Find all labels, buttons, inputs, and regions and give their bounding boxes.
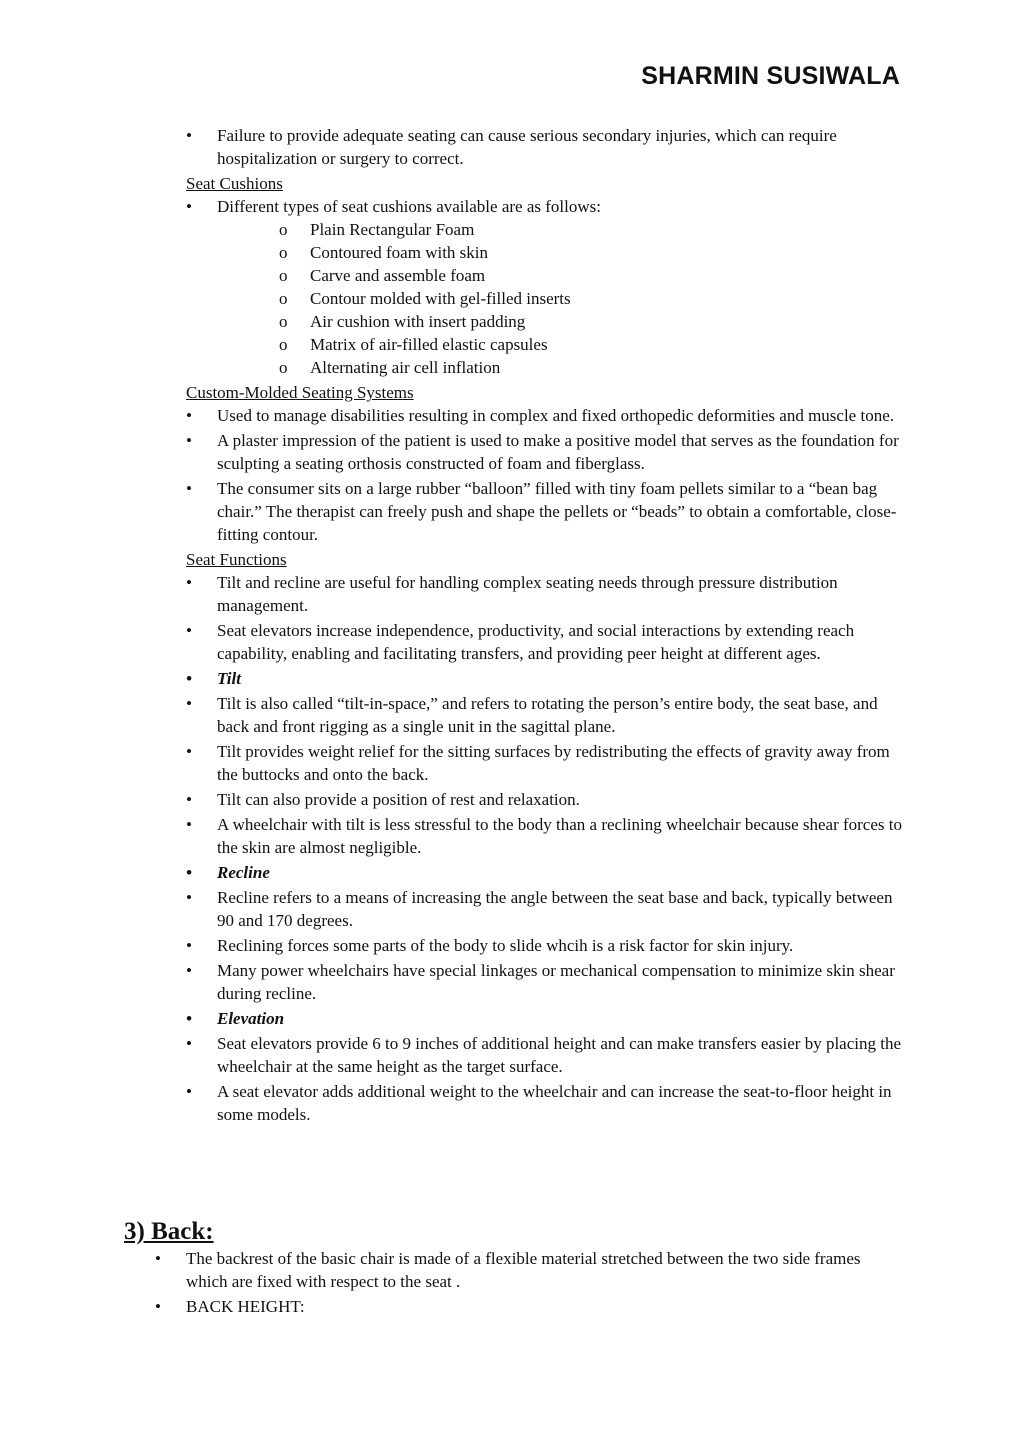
subheading-tilt: • Tilt	[186, 667, 906, 690]
list-item: • Seat elevators provide 6 to 9 inches of additional height and can make transfers easier by placing the wheelchair at the same height as the target surface.	[186, 1032, 906, 1078]
list-item: • Failure to provide adequate seating can cause serious secondary injuries, which can require hospitalization or surgery to correct.	[186, 124, 906, 170]
back-list	[124, 1247, 884, 1318]
sub-list-item: o Alternating air cell inflation	[279, 356, 906, 379]
list-item: • The backrest of the basic chair is made of a flexible material stretched between the two side frames which are fixed with respect to the seat .	[155, 1247, 884, 1293]
list-item: • Tilt provides weight relief for the sitting surfaces by redistributing the effects of gravity away from the buttocks and onto the back.	[186, 740, 906, 786]
list-item: • BACK HEIGHT:	[155, 1295, 884, 1318]
sub-list-item: o Contoured foam with skin	[279, 241, 906, 264]
subheading-elevation: • Elevation	[186, 1007, 906, 1030]
section-title-back: 3) Back:	[124, 1218, 214, 1245]
cushion-types-list	[217, 218, 906, 379]
sub-list-item: o Carve and assemble foam	[279, 264, 906, 287]
page-header-author: SHARMIN SUSIWALA	[641, 62, 900, 90]
sub-list-item: o Contour molded with gel-filled inserts	[279, 287, 906, 310]
list-item-text: Different types of seat cushions available are as follows:	[217, 197, 601, 216]
list-item: • A wheelchair with tilt is less stressful to the body than a reclining wheelchair because shear forces to the skin are almost negligible.	[186, 813, 906, 859]
list-item: • Tilt can also provide a position of rest and relaxation.	[186, 788, 906, 811]
list-item: • A seat elevator adds additional weight to the wheelchair and can increase the seat-to-floor height in some models.	[186, 1080, 906, 1126]
list-item: • Tilt and recline are useful for handling complex seating needs through pressure distribution management.	[186, 571, 906, 617]
list-item: • Tilt is also called “tilt-in-space,” and refers to rotating the person’s entire body, the seat base, and back and front rigging as a single unit in the sagittal plane.	[186, 692, 906, 738]
custom-molded-list	[186, 404, 906, 546]
list-item: • Recline refers to a means of increasing the angle between the seat base and back, typically between 90 and 170 degrees.	[186, 886, 906, 932]
sub-list-item: o Air cushion with insert padding	[279, 310, 906, 333]
list-item: • Used to manage disabilities resulting in complex and fixed orthopedic deformities and muscle tone.	[186, 404, 906, 427]
subheading-recline: • Recline	[186, 861, 906, 884]
intro-list	[186, 124, 906, 170]
list-item: • Seat elevators increase independence, productivity, and social interactions by extending reach capability, enabling and facilitating transfers, and providing peer height at different ages.	[186, 619, 906, 665]
heading-seat-functions: Seat Functions	[186, 550, 287, 569]
list-item: • A plaster impression of the patient is used to make a positive model that serves as the foundation for sculpting a seating orthosis constructed of foam and fiberglass.	[186, 429, 906, 475]
seat-functions-list	[186, 571, 906, 1126]
heading-seat-cushions: Seat Cushions	[186, 174, 283, 193]
list-item	[186, 195, 906, 379]
seat-cushions-list	[186, 195, 906, 379]
list-item: • Reclining forces some parts of the body to slide whcih is a risk factor for skin injury.	[186, 934, 906, 957]
list-item: • The consumer sits on a large rubber “balloon” filled with tiny foam pellets similar to a “bean bag chair.” The therapist can freely push and shape the pellets or “beads” to obtain a comfortable, close-fitting contour.	[186, 477, 906, 546]
sub-list-item: o Plain Rectangular Foam	[279, 218, 906, 241]
sub-list-item: o Matrix of air-filled elastic capsules	[279, 333, 906, 356]
heading-custom-molded: Custom-Molded Seating Systems	[186, 383, 414, 402]
page-content	[186, 124, 906, 1128]
list-item: • Many power wheelchairs have special linkages or mechanical compensation to minimize skin shear during recline.	[186, 959, 906, 1005]
back-section	[124, 1220, 884, 1320]
